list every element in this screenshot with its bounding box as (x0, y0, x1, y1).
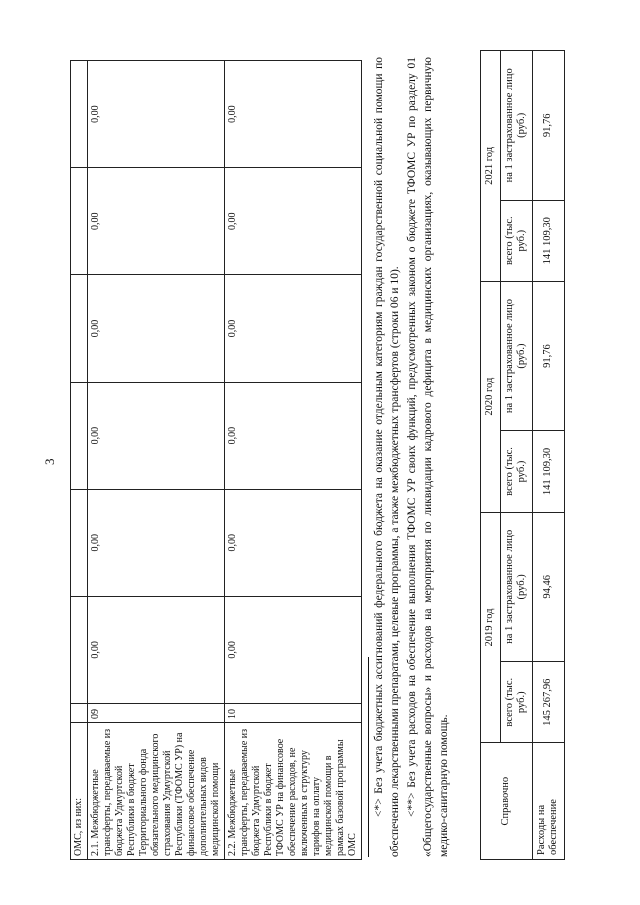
subheader-per-person: на 1 застрахованное лицо (руб.) (500, 512, 532, 662)
footnote-1: <*> Без учета бюджетных ассигнований федерального бюджета на оказание отдельным категориям граждан государственной социальной помощи по обеспечению лекарственными препаратами, целевые программы, а также межбюджетных трансфертов (строки 06 и 10). (373, 57, 402, 857)
reference-label-header: Справочно (481, 743, 533, 860)
cell-value: 91,76 (532, 281, 564, 431)
table-row (225, 61, 362, 860)
year-header: 2019 год (481, 512, 501, 743)
cell-value: 91,76 (532, 51, 564, 201)
subheader-total: всего (тыс. руб.) (500, 662, 532, 743)
cell-value: 0,00 (88, 596, 225, 703)
cell-value: 0,00 (88, 61, 225, 168)
cell-value: 141 109,30 (532, 200, 564, 281)
table-row (500, 51, 532, 860)
subheader-total: всего (тыс. руб.) (500, 200, 532, 281)
footnote-2: <**> Без учета расходов на обеспечение выполнения ТФОМС УР своих функций, предусмотренных законом о бюджете ТФОМС УР по разделу 01 «Общегосударственные вопросы» и расходов на мероприятия по ликвидации кадрового дефицита в медицинских организациях, оказывающих первичную медико-санитарную помощь. (405, 57, 451, 857)
table-row (481, 51, 501, 860)
cell-value: 145 267,96 (532, 662, 564, 743)
page-number: 3 (42, 458, 57, 465)
subheader-per-person: на 1 застрахованное лицо (руб.) (500, 281, 532, 431)
row-name: 2.2. Межбюджетные трансферты, передаваемые из бюджета Удмуртской Республики в бюджет ТФОМС УР на финансовое обеспечение расходов, не включенных в структуру тарифов на оплату медицинской помощи в рамках базовой программы ОМС (225, 723, 362, 860)
cell-value: 0,00 (88, 489, 225, 596)
row-code: 09 (88, 704, 225, 723)
cell-value: 94,46 (532, 512, 564, 662)
row-header-oms: ОМС, из них: (71, 723, 88, 860)
reference-table (480, 50, 565, 860)
cell-value: 0,00 (225, 596, 362, 703)
main-table (70, 60, 362, 860)
cell-value: 0,00 (225, 382, 362, 489)
cell-value: 0,00 (88, 275, 225, 382)
cell-value: 0,00 (88, 382, 225, 489)
cell-value: 0,00 (225, 489, 362, 596)
cell-value: 0,00 (225, 61, 362, 168)
cell-value: 0,00 (225, 168, 362, 275)
subheader-total: всего (тыс. руб.) (500, 431, 532, 512)
cell-value: 0,00 (225, 275, 362, 382)
row-name: 2.1. Межбюджетные трансферты, передаваемые из бюджета Удмуртской Республики в бюджет Территориального фонда обязательного медицинского страхования Удмуртской Республики (ТФОМС УР) на финансовое обеспечение дополнительных видов медицинской помощи (88, 723, 225, 860)
table-row (71, 61, 88, 860)
footnotes (368, 57, 453, 857)
year-header: 2020 год (481, 281, 501, 512)
cell-value: 141 109,30 (532, 431, 564, 512)
year-header: 2021 год (481, 51, 501, 282)
table-row (88, 61, 225, 860)
cell-value: 0,00 (88, 168, 225, 275)
footnote-divider (368, 657, 369, 857)
table-row (532, 51, 564, 860)
row-label: Расходы на обеспечение (532, 743, 564, 860)
row-code: 10 (225, 704, 362, 723)
subheader-per-person: на 1 застрахованное лицо (руб.) (500, 51, 532, 201)
